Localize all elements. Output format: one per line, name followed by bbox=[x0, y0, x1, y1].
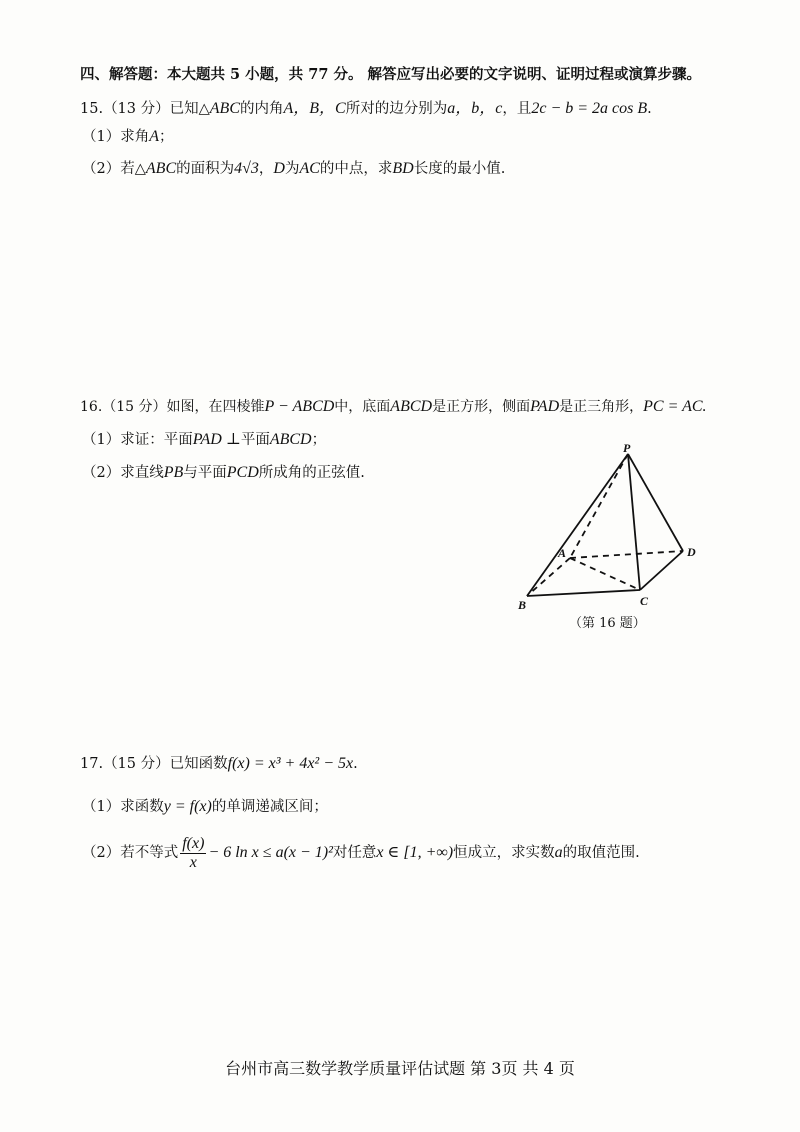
problem-17-stem: 17.（15 分）已知函数f(x) = x³ + 4x² − 5x. bbox=[80, 755, 358, 772]
edge-ac bbox=[570, 558, 640, 590]
edge-ab bbox=[527, 558, 570, 596]
problem-16-stem: 16.（15 分）如图，在四棱锥P − ABCD中，底面ABCD是正方形，侧面PAD是正三角形，PC = AC. bbox=[80, 398, 707, 415]
pyramid-figure bbox=[500, 440, 730, 640]
problem-15-part-2: （2）若△ABC的面积为4√3，D为AC的中点，求BD长度的最小值. bbox=[82, 160, 506, 177]
fraction: $\frac{f(x)}{x}$ bbox=[182, 834, 205, 871]
vertex-label-c: C bbox=[640, 594, 649, 608]
problem-score: （15 分） bbox=[103, 756, 170, 772]
section-heading: 四、解答题：本大题共 5 小题，共 77 分。 解答应写出必要的文字说明、证明过程或演算步骤。 bbox=[80, 66, 702, 83]
edge-cd bbox=[640, 551, 683, 590]
problem-number: 16. bbox=[80, 399, 103, 415]
vertex-label-d: D bbox=[687, 545, 696, 559]
problem-number: 17. bbox=[80, 756, 104, 772]
edge-pa bbox=[570, 454, 628, 558]
edge-pc bbox=[628, 454, 640, 590]
vertex-label-a: A bbox=[558, 546, 567, 560]
figure-caption: （第 16 题） bbox=[569, 616, 646, 631]
problem-16-part-2: （2）求直线PB与平面PCD所成角的正弦值. bbox=[82, 464, 365, 481]
problem-15-stem: 15.（13 分）已知△ABC的内角A，B，C所对的边分别为a，b，c，且2c − b = 2a cos B. bbox=[80, 100, 652, 117]
edge-bc bbox=[527, 590, 640, 596]
vertex-label-b: B bbox=[518, 598, 527, 612]
problem-15-part-1: （1）求角A； bbox=[82, 128, 174, 145]
vertex-label-p: P bbox=[623, 441, 631, 455]
problem-number: 15. bbox=[80, 101, 104, 117]
edge-pb bbox=[527, 454, 628, 596]
problem-17-part-2: （2）若不等式 $\frac{f(x)}{x}$ − 6 ln x ≤ a(x − 1)²对任意x ∈ [1, +∞)恒成立，求实数a的取值范围. bbox=[82, 834, 640, 871]
problem-16-part-1: （1）求证：平面PAD ⊥平面ABCD； bbox=[82, 431, 327, 448]
page-footer: 台州市高三数学教学质量评估试题 第 3页 共 4 页 bbox=[225, 1059, 575, 1078]
edge-pd bbox=[628, 454, 683, 551]
edge-ad bbox=[570, 551, 683, 558]
problem-score: （15 分） bbox=[102, 399, 167, 415]
problem-17-part-1: （1）求函数y = f(x)的单调递减区间； bbox=[82, 798, 328, 815]
problem-score: （13 分） bbox=[103, 101, 170, 117]
